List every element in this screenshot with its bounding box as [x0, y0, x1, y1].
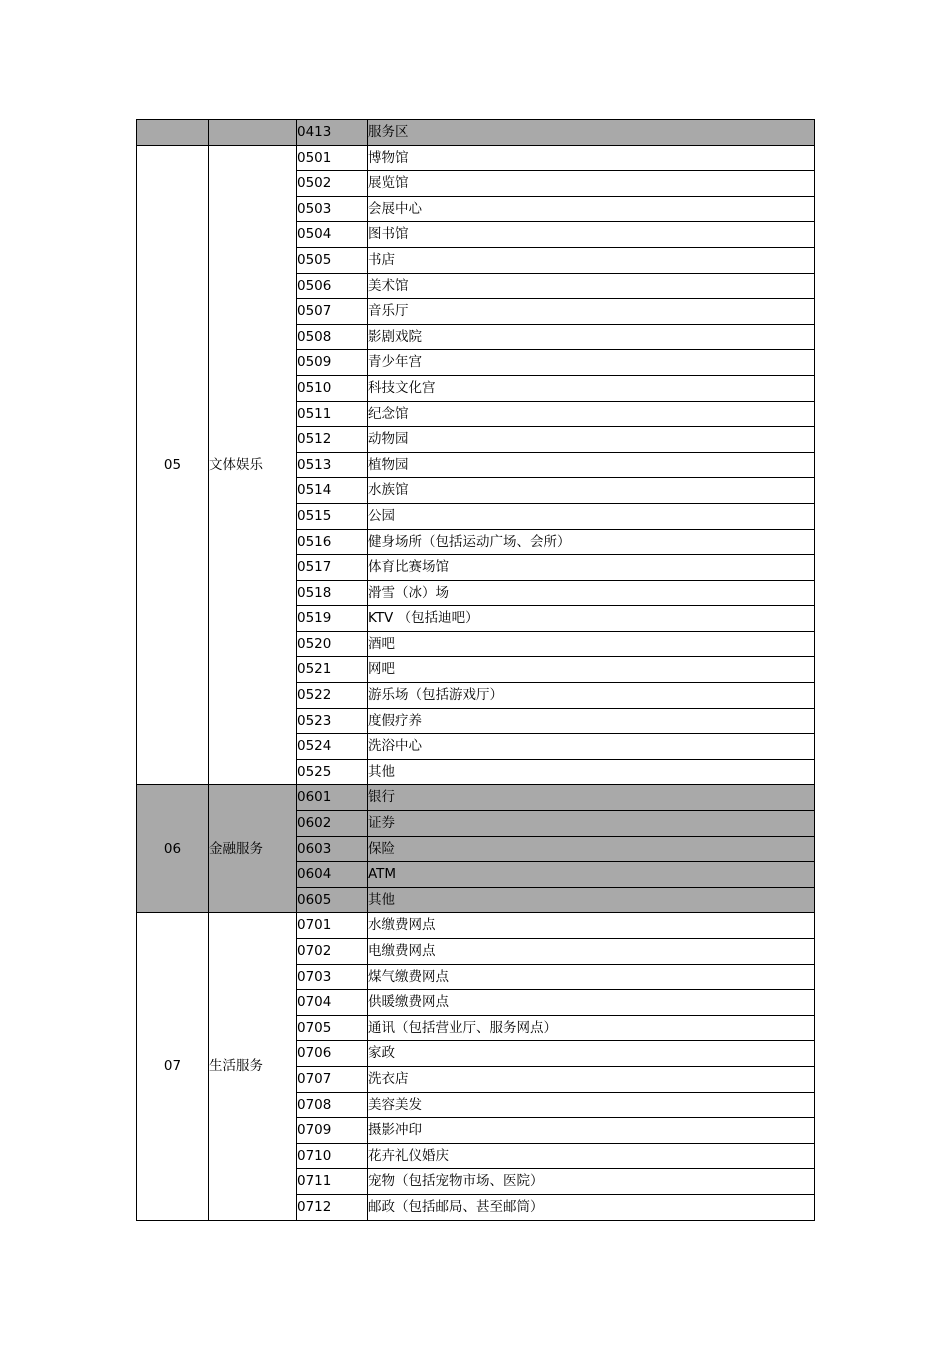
subcategory-code: 0508	[297, 324, 368, 350]
subcategory-name: 洗浴中心	[368, 734, 815, 760]
subcategory-name: 图书馆	[368, 222, 815, 248]
subcategory-name: 音乐厅	[368, 299, 815, 325]
subcategory-name: 度假疗养	[368, 708, 815, 734]
subcategory-code: 0710	[297, 1143, 368, 1169]
subcategory-code: 0701	[297, 913, 368, 939]
subcategory-name: 展览馆	[368, 171, 815, 197]
subcategory-name: 花卉礼仪婚庆	[368, 1143, 815, 1169]
subcategory-name: 邮政（包括邮局、甚至邮筒）	[368, 1194, 815, 1220]
subcategory-name: 煤气缴费网点	[368, 964, 815, 990]
poi-category-table	[136, 119, 815, 1221]
subcategory-name: 博物馆	[368, 145, 815, 171]
subcategory-code: 0517	[297, 555, 368, 581]
subcategory-name: ATM	[368, 862, 815, 888]
subcategory-code: 0503	[297, 196, 368, 222]
subcategory-code: 0514	[297, 478, 368, 504]
subcategory-code: 0604	[297, 862, 368, 888]
category-code-cell	[137, 120, 209, 146]
category-name-cell	[209, 120, 297, 146]
subcategory-name: 电缴费网点	[368, 939, 815, 965]
subcategory-code: 0515	[297, 503, 368, 529]
subcategory-code: 0506	[297, 273, 368, 299]
subcategory-code: 0521	[297, 657, 368, 683]
subcategory-code: 0523	[297, 708, 368, 734]
category-code: 06	[137, 785, 209, 913]
subcategory-name: 银行	[368, 785, 815, 811]
category-name: 生活服务	[209, 913, 297, 1220]
subcategory-code: 0707	[297, 1066, 368, 1092]
subcategory-code: 0711	[297, 1169, 368, 1195]
subcategory-name: 证券	[368, 811, 815, 837]
category-name: 金融服务	[209, 785, 297, 913]
subcategory-name: 家政	[368, 1041, 815, 1067]
subcategory-code: 0511	[297, 401, 368, 427]
subcategory-name: 通讯（包括营业厅、服务网点）	[368, 1015, 815, 1041]
subcategory-code: 0512	[297, 427, 368, 453]
subcategory-code: 0525	[297, 759, 368, 785]
subcategory-name: 滑雪（冰）场	[368, 580, 815, 606]
subcategory-code: 0704	[297, 990, 368, 1016]
category-code: 05	[137, 145, 209, 785]
table-row	[137, 913, 815, 939]
subcategory-name: 游乐场（包括游戏厅）	[368, 683, 815, 709]
subcategory-code: 0509	[297, 350, 368, 376]
table-body	[137, 120, 815, 1221]
subcategory-name: 会展中心	[368, 196, 815, 222]
subcategory-code: 0705	[297, 1015, 368, 1041]
subcategory-code: 0505	[297, 247, 368, 273]
subcategory-code: 0520	[297, 631, 368, 657]
subcategory-name: 其他	[368, 887, 815, 913]
table-row	[137, 785, 815, 811]
subcategory-name: 体育比赛场馆	[368, 555, 815, 581]
subcategory-name: 影剧戏院	[368, 324, 815, 350]
subcategory-name: 动物园	[368, 427, 815, 453]
subcategory-code: 0518	[297, 580, 368, 606]
subcategory-name: 科技文化宫	[368, 375, 815, 401]
subcategory-code: 0706	[297, 1041, 368, 1067]
table-row	[137, 145, 815, 171]
subcategory-name: 摄影冲印	[368, 1118, 815, 1144]
subcategory-code: 0712	[297, 1194, 368, 1220]
subcategory-code: 0507	[297, 299, 368, 325]
subcategory-code: 0519	[297, 606, 368, 632]
subcategory-code: 0504	[297, 222, 368, 248]
table-row	[137, 120, 815, 146]
subcategory-name: 其他	[368, 759, 815, 785]
subcategory-code: 0702	[297, 939, 368, 965]
subcategory-code: 0516	[297, 529, 368, 555]
subcategory-name: 美容美发	[368, 1092, 815, 1118]
subcategory-name: 网吧	[368, 657, 815, 683]
subcategory-code: 0708	[297, 1092, 368, 1118]
subcategory-name: 公园	[368, 503, 815, 529]
category-name: 文体娱乐	[209, 145, 297, 785]
subcategory-name: 植物园	[368, 452, 815, 478]
subcategory-code: 0601	[297, 785, 368, 811]
subcategory-code: 0501	[297, 145, 368, 171]
subcategory-code: 0413	[297, 120, 368, 146]
subcategory-name: 纪念馆	[368, 401, 815, 427]
subcategory-name: 保险	[368, 836, 815, 862]
subcategory-code: 0603	[297, 836, 368, 862]
subcategory-code: 0605	[297, 887, 368, 913]
subcategory-name: 水族馆	[368, 478, 815, 504]
subcategory-code: 0524	[297, 734, 368, 760]
subcategory-code: 0510	[297, 375, 368, 401]
subcategory-name: 服务区	[368, 120, 815, 146]
subcategory-name: 供暖缴费网点	[368, 990, 815, 1016]
subcategory-name: KTV （包括迪吧）	[368, 606, 815, 632]
subcategory-name: 酒吧	[368, 631, 815, 657]
subcategory-code: 0709	[297, 1118, 368, 1144]
subcategory-name: 健身场所（包括运动广场、会所）	[368, 529, 815, 555]
subcategory-name: 美术馆	[368, 273, 815, 299]
subcategory-code: 0703	[297, 964, 368, 990]
subcategory-name: 水缴费网点	[368, 913, 815, 939]
category-code: 07	[137, 913, 209, 1220]
subcategory-name: 洗衣店	[368, 1066, 815, 1092]
subcategory-code: 0602	[297, 811, 368, 837]
subcategory-code: 0522	[297, 683, 368, 709]
subcategory-code: 0513	[297, 452, 368, 478]
subcategory-code: 0502	[297, 171, 368, 197]
subcategory-name: 青少年宫	[368, 350, 815, 376]
subcategory-name: 书店	[368, 247, 815, 273]
subcategory-name: 宠物（包括宠物市场、医院）	[368, 1169, 815, 1195]
